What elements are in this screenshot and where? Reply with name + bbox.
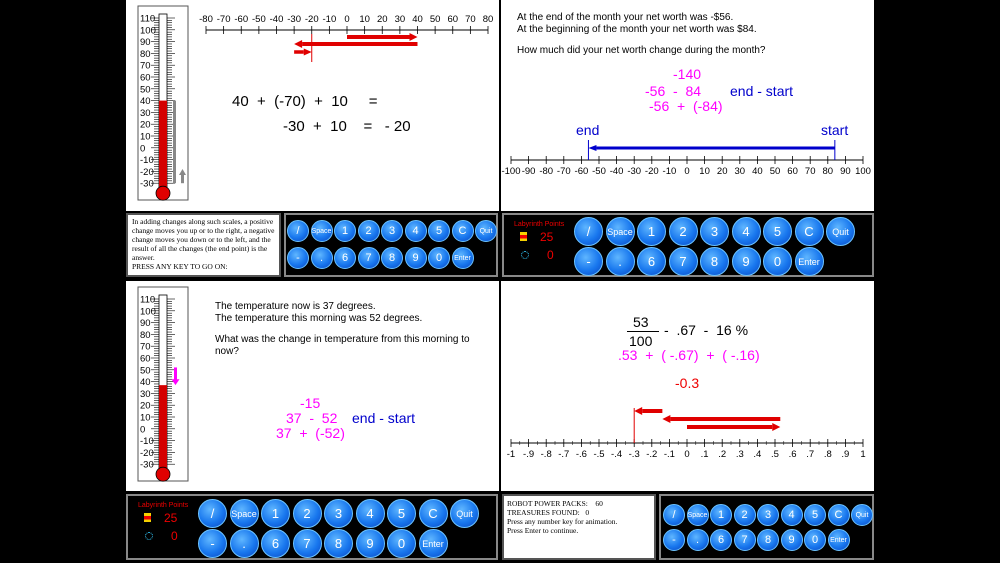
number-line-tick-label: .9 (841, 449, 850, 460)
key-c[interactable]: C (828, 504, 850, 526)
thermometer-tick-label: 70 (140, 60, 151, 72)
q4-number-line (501, 281, 874, 491)
thermometer-tick-label: 60 (140, 353, 151, 365)
key-9[interactable]: 9 (781, 529, 803, 551)
change-arrow-head (588, 145, 596, 151)
question-panel-1 (126, 0, 499, 211)
number-line-tick-label: .2 (718, 449, 727, 460)
key-5[interactable]: 5 (763, 217, 792, 246)
key-8[interactable]: 8 (324, 529, 353, 558)
number-line-tick-label: .8 (823, 449, 832, 460)
thermometer-tick-label: -30 (140, 459, 154, 471)
key-c[interactable]: C (795, 217, 824, 246)
number-line-tick-label: -70 (216, 14, 231, 25)
number-line-tick-label: -20 (644, 166, 659, 177)
thermometer-tick-label: 80 (140, 48, 151, 60)
q3-question: What was the change in temperature from this morning to now? (215, 334, 470, 357)
thermometer-tick-label: 20 (140, 400, 151, 412)
treasures-value: 0 (547, 248, 554, 262)
key-minus[interactable]: - (663, 529, 685, 551)
q3-expression: 37 - 52 (286, 410, 338, 426)
number-line-tick-label: -60 (574, 166, 589, 177)
change-arrow (642, 409, 662, 413)
key-4[interactable]: 4 (405, 220, 427, 242)
key-divide[interactable]: / (287, 220, 309, 242)
key-minus[interactable]: - (198, 529, 227, 558)
key-1[interactable]: 1 (334, 220, 356, 242)
q2-start-label: start (821, 122, 849, 138)
status-line4: Press Enter to continue. (507, 526, 579, 535)
q3-answer: -15 (300, 395, 321, 411)
number-line-tick-label: 20 (376, 14, 388, 25)
keypad-3 (126, 494, 498, 560)
number-line-tick-label: .7 (806, 449, 815, 460)
treasure-icon (521, 251, 529, 259)
status-box (502, 494, 656, 560)
number-line-tick-label: -.1 (663, 449, 675, 460)
number-line-tick-label: 0 (684, 449, 690, 460)
question-panel-3 (126, 281, 499, 491)
number-line-tick-label: .1 (700, 449, 709, 460)
change-arrow-head (304, 49, 312, 56)
robot-icon (144, 513, 151, 522)
key-5[interactable]: 5 (804, 504, 826, 526)
thermometer-tick-label: 40 (140, 377, 151, 389)
robot-icon (520, 232, 527, 241)
key-7[interactable]: 7 (293, 529, 322, 558)
key-9[interactable]: 9 (356, 529, 385, 558)
number-line-tick-label: -100 (501, 166, 521, 177)
key-divide[interactable]: / (574, 217, 603, 246)
change-arrow (670, 417, 780, 421)
number-line-tick-label: 10 (359, 14, 370, 25)
status-line3: Press any number key for animation. (507, 517, 618, 526)
instructions-text: In adding changes along such scales, a positive change moves you up or to the right, a negative change moves you down or to the left, and the result of all the changes (the end point) is the answer. (132, 217, 275, 262)
number-line-tick-label: -30 (287, 14, 301, 25)
thermometer-tick-label: -20 (140, 166, 154, 178)
key-6[interactable]: 6 (637, 247, 666, 276)
thermometer-tick-label: 100 (140, 306, 156, 318)
number-line-tick-label: .3 (735, 449, 744, 460)
number-line-tick-label: -80 (539, 166, 554, 177)
number-line-tick-label: -.8 (540, 449, 552, 460)
key-c[interactable]: C (452, 220, 474, 242)
question-panel-4 (501, 281, 874, 491)
thermometer-change-bar (181, 174, 184, 183)
thermometer-tick-label: 70 (140, 341, 151, 353)
thermometer-tick-label: 0 (140, 143, 146, 155)
key-8[interactable]: 8 (381, 247, 403, 269)
thermometer-tick-label: 0 (140, 424, 146, 436)
number-line-tick-label: -50 (592, 166, 606, 177)
number-line-tick-label: 100 (855, 166, 871, 177)
key-6[interactable]: 6 (710, 529, 732, 551)
number-line-tick-label: -10 (662, 166, 677, 177)
status-treasures: TREASURES FOUND: 0 (507, 508, 590, 517)
key-divide[interactable]: / (663, 504, 685, 526)
q3-rewrite: 37 + (-52) (276, 425, 345, 441)
thermometer-bulb (156, 467, 170, 481)
thermometer-tick-label: 110 (140, 294, 156, 306)
key-minus[interactable]: - (287, 247, 309, 269)
key-divide[interactable]: / (198, 499, 227, 528)
key-1[interactable]: 1 (710, 504, 732, 526)
change-arrow (347, 35, 410, 39)
number-line-tick-label: -30 (627, 166, 642, 177)
thermometer-tick-label: -10 (140, 436, 154, 448)
change-arrow (596, 147, 834, 150)
thermometer-bulb (156, 186, 170, 200)
key-enter[interactable]: Enter (828, 529, 850, 551)
key-decimal[interactable]: . (687, 529, 709, 551)
status-power-packs: ROBOT POWER PACKS: 60 (507, 499, 603, 508)
thermometer-tick-label: 110 (140, 13, 156, 25)
number-line-tick-label: -80 (199, 14, 213, 25)
instructions-box (126, 213, 281, 277)
q2-line1: At the end of the month your net worth was -$56. (517, 12, 734, 23)
thermometer-tick-label: 90 (140, 37, 151, 49)
number-line-tick-label: 0 (344, 14, 350, 25)
q3-line2: The temperature this morning was 52 degrees. (215, 313, 423, 324)
number-line-tick-label: 40 (752, 166, 763, 177)
q3-formula: end - start (352, 410, 416, 426)
labyrinth-points-label: Labyrinth Points (514, 221, 565, 228)
key-2[interactable]: 2 (669, 217, 698, 246)
number-line-tick-label: 60 (787, 166, 798, 177)
key-8[interactable]: 8 (757, 529, 779, 551)
thermometer (138, 6, 188, 200)
number-line-tick-label: 50 (769, 166, 781, 177)
change-arrow-head (634, 407, 642, 415)
thermometer-tick-label: 50 (140, 84, 151, 96)
q2-expression: -56 - 84 (645, 83, 702, 99)
key-9[interactable]: 9 (405, 247, 427, 269)
number-line-tick-label: -.7 (558, 449, 570, 460)
number-line-tick-label: 80 (482, 14, 494, 25)
instructions-prompt: PRESS ANY KEY TO GO ON: (132, 262, 228, 271)
thermometer-tick-label: 10 (140, 131, 151, 143)
key-5[interactable]: 5 (387, 499, 416, 528)
number-line (199, 14, 493, 62)
key-0[interactable]: 0 (763, 247, 792, 276)
treasures-value: 0 (171, 529, 178, 543)
key-5[interactable]: 5 (428, 220, 450, 242)
key-c[interactable]: C (419, 499, 448, 528)
number-line-tick-label: -20 (304, 14, 319, 25)
key-1[interactable]: 1 (261, 499, 290, 528)
change-arrow-head (662, 415, 670, 423)
q4-numerator: 53 (633, 314, 649, 330)
key-space[interactable]: Space (606, 217, 635, 246)
number-line-tick-label: -.4 (611, 449, 623, 460)
key-0[interactable]: 0 (428, 247, 450, 269)
keypad-1 (284, 213, 498, 277)
number-line-tick-label: -.3 (628, 449, 640, 460)
thermometer-tick-label: 90 (140, 318, 151, 330)
change-arrow-head (772, 423, 780, 431)
number-line-tick-label: 10 (699, 166, 710, 177)
change-arrow (687, 425, 772, 429)
key-7[interactable]: 7 (669, 247, 698, 276)
key-2[interactable]: 2 (358, 220, 380, 242)
key-0[interactable]: 0 (387, 529, 416, 558)
keypad-4 (659, 494, 874, 560)
treasure-icon (145, 532, 153, 540)
thermometer-mercury (159, 385, 167, 470)
q3-line1: The temperature now is 37 degrees. (215, 301, 376, 312)
number-line-tick-label: 30 (734, 166, 746, 177)
key-2[interactable]: 2 (734, 504, 756, 526)
thermometer-tick-label: 20 (140, 119, 151, 131)
number-line-tick-label: .4 (753, 449, 762, 460)
key-decimal[interactable]: . (311, 247, 333, 269)
thermometer-change-bar (173, 101, 176, 184)
thermometer-tick-label: -20 (140, 447, 154, 459)
key-enter[interactable]: Enter (795, 247, 824, 276)
q2-end-label: end (576, 122, 600, 138)
key-4[interactable]: 4 (732, 217, 761, 246)
number-line-tick-label: 1 (860, 449, 866, 460)
q4-answer: -0.3 (675, 375, 700, 391)
key-decimal[interactable]: . (230, 529, 259, 558)
thermometer-tick-label: 80 (140, 329, 151, 341)
key-7[interactable]: 7 (358, 247, 380, 269)
q1-equation-line2: -30 + 10 = - 20 (283, 118, 411, 135)
key-3[interactable]: 3 (700, 217, 729, 246)
key-3[interactable]: 3 (324, 499, 353, 528)
thermometer-tick-label: 30 (140, 388, 151, 400)
labyrinth-points-value: 25 (540, 230, 554, 244)
thermometer-tick-label: 30 (140, 107, 151, 119)
q1-equation-line1: 40 + (-70) + 10 = (232, 93, 378, 110)
thermometer-tick-label: -30 (140, 178, 154, 190)
key-3[interactable]: 3 (757, 504, 779, 526)
number-line-tick-label: .5 (771, 449, 779, 460)
labyrinth-points-label: Labyrinth Points (138, 502, 189, 509)
key-quit[interactable]: Quit (851, 504, 873, 526)
number-line-tick-label: 50 (429, 14, 441, 25)
key-quit[interactable]: Quit (475, 220, 497, 242)
key-space[interactable]: Space (687, 504, 709, 526)
key-quit[interactable]: Quit (450, 499, 479, 528)
number-line-tick-label: 30 (394, 14, 406, 25)
change-arrow-head (410, 33, 418, 41)
number-line-tick-label: 60 (447, 14, 459, 25)
q2-rewrite: -56 + (-84) (649, 98, 723, 114)
thermometer-tick-label: 50 (140, 365, 151, 377)
question-panel-2 (501, 0, 874, 211)
number-line-tick-label: -70 (556, 166, 571, 177)
q4-rest: - .67 - 16 % (664, 322, 749, 338)
key-6[interactable]: 6 (334, 247, 356, 269)
key-minus[interactable]: - (574, 247, 603, 276)
number-line-tick-label: 80 (822, 166, 834, 177)
q2-number-line (501, 0, 874, 211)
number-line-tick-label: -.5 (593, 449, 605, 460)
thermometer-tick-label: -10 (140, 155, 154, 167)
number-line-tick-label: .6 (788, 449, 797, 460)
number-line-tick-label: -.9 (523, 449, 535, 460)
change-arrow (294, 50, 304, 54)
number-line-tick-label: -50 (252, 14, 266, 25)
labyrinth-points-value: 25 (164, 511, 178, 525)
keypad-2 (502, 213, 874, 277)
number-line-tick-label: -40 (609, 166, 624, 177)
key-quit[interactable]: Quit (826, 217, 855, 246)
thermometer-tick-label: 100 (140, 25, 156, 37)
key-9[interactable]: 9 (732, 247, 761, 276)
key-2[interactable]: 2 (293, 499, 322, 528)
q4-denominator: 100 (629, 333, 653, 349)
number-line-tick-label: -.2 (646, 449, 658, 460)
number-line-tick-label: -90 (521, 166, 536, 177)
key-4[interactable]: 4 (781, 504, 803, 526)
number-line-tick-label: 0 (684, 166, 690, 177)
key-1[interactable]: 1 (637, 217, 666, 246)
key-6[interactable]: 6 (261, 529, 290, 558)
number-line-tick-label: 40 (412, 14, 423, 25)
q2-line2: At the beginning of the month your net worth was $84. (517, 24, 757, 35)
key-enter[interactable]: Enter (452, 247, 474, 269)
thermometer-tick-label: 10 (140, 412, 151, 424)
key-0[interactable]: 0 (804, 529, 826, 551)
number-line-tick-label: 90 (840, 166, 851, 177)
thermometer-mercury (159, 101, 167, 190)
key-space[interactable]: Space (230, 499, 259, 528)
q2-question: How much did your net worth change during the month? (517, 45, 766, 56)
number-line-tick-label: -1 (506, 449, 516, 460)
number-line-tick-label: 70 (804, 166, 816, 177)
q4-rewrite: .53 + ( -.67) + ( -.16) (618, 347, 760, 363)
key-decimal[interactable]: . (606, 247, 635, 276)
thermometer-tick-label: 60 (140, 72, 151, 84)
number-line-tick-label: 20 (716, 166, 728, 177)
number-line-tick-label: -.6 (575, 449, 587, 460)
key-7[interactable]: 7 (734, 529, 756, 551)
key-3[interactable]: 3 (381, 220, 403, 242)
key-space[interactable]: Space (311, 220, 333, 242)
thermometer (138, 287, 188, 481)
key-4[interactable]: 4 (356, 499, 385, 528)
number-line-tick-label: -60 (234, 14, 249, 25)
key-8[interactable]: 8 (700, 247, 729, 276)
number-line-tick-label: -40 (269, 14, 284, 25)
q2-formula: end - start (730, 83, 794, 99)
thermometer-tick-label: 40 (140, 96, 151, 108)
change-arrow-head (294, 40, 302, 48)
number-line-tick-label: -10 (322, 14, 337, 25)
key-enter[interactable]: Enter (419, 529, 448, 558)
number-line-tick-label: 70 (465, 14, 476, 25)
q2-answer: -140 (673, 66, 702, 82)
change-arrow (302, 42, 417, 46)
